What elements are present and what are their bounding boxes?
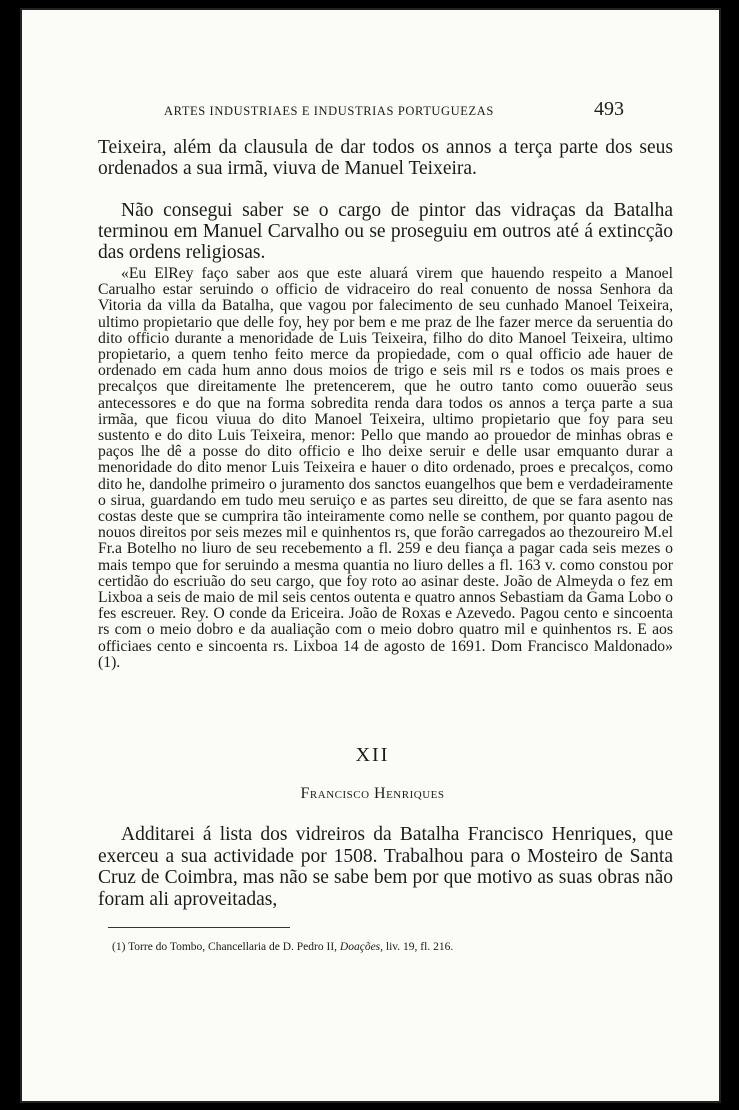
paragraph-2: Não consegui saber se o cargo de pintor das vidraças da Batalha terminou em Manuel Carvalho ou se proseguiu em outros até á extincção das ordens religiosas.	[98, 200, 673, 263]
footnote	[112, 941, 652, 953]
section-number: XII	[355, 744, 390, 766]
footnote-prefix: (1) Torre do Tombo, Chancellaria de D. Pedro II,	[112, 941, 338, 953]
footnote-italic: Doações,	[339, 941, 384, 953]
document-quote: «Eu ElRey faço saber aos que este aluará virem que hauendo respeito a Manoel Carualho estar seruindo o officio de vidraceiro do real conuento de nossa Senhora da Vitoria da villa da Batalha, que vagou por falecimento de seu cunhado Manoel Teixeira, ultimo propietario que delle foy, hey por bem e me praz de lhe fazer merce da seruentia do dito officio durante a menoridade de Luis Teixeira, filho do dito Manoel Teixeira, ultimo propietario, a quem tenho feito merce da propiedade, com o qual officio ade hauer de ordenado em cada hum anno dous moios de trigo e seis mil rs e todos os mais proes e precalços que direitamente lhe pretencerem, que he outro tanto como ouuerão seus antecessores e do que na forma sobredita renda dara todos os annos a terça parte a sua irmãa, que ficou viuua do dito Manoel Teixeira, ultimo propietario que foy para seu sustento e do dito Luis Teixeira, menor: Pello que mando ao prouedor de minhas obras e paços lhe dê a posse do dito officio e lho deixe seruir e delle usar emquanto durar a menoridade do dito menor Luis Teixeira e hauer o dito ordenado, proes e precalços, como dito he, dandolhe primeiro o juramento dos sanctos euangelhos que bem e verdadeiramente o sirua, guardando em tudo meu seruiço e as partes seu direitto, de que se fara asento nas costas deste que se cumprira tão inteiramente como nelle se conthem, por quanto pagou de nouos direitos por seis mezes mil e quinhentos rs, que forão carregados ao thezoureiro M.el Fr.a Botelho no liuro de seu recebemento a fl. 259 e deu fiança a pagar cada seis mezes o mais tempo que for seruindo a mesma quantia no liuro delles a fl. 163 v. como constou por certidão do escriuão do seu cargo, que foy roto ao asinar deste. João de Almeyda o fez em Lixboa a seis de maio de mil seis centos outenta e quatro annos Sebastiam da Gama Lobo o fes escreuer. Rey. O conde da Ericeira. João de Roxas e Azevedo. Pagou cento e sincoenta rs com o meio dobro e da aualiação com o meio dobro quatro mil e quinhentos rs. E aos officiaes cento e sincoenta rs. Lixboa 14 de agosto de 1691. Dom Francisco Maldonado» (1).	[98, 265, 673, 671]
paragraph-1: Teixeira, além da clausula de dar todos os annos a terça parte dos seus ordenados a sua irmã, viuva de Manuel Teixeira.	[98, 137, 673, 179]
page-number: 493	[594, 98, 624, 120]
running-title: ARTES INDUSTRIAES E INDUSTRIAS PORTUGUEZAS	[164, 104, 494, 118]
footnote-rule	[108, 927, 290, 928]
section-title: Francisco Henriques	[300, 785, 445, 802]
book-page	[20, 8, 721, 1103]
running-header	[164, 98, 624, 122]
footnote-suffix: liv. 19, fl. 216.	[385, 941, 454, 953]
paragraph-3: Additarei á lista dos vidreiros da Batalha Francisco Henriques, que exerceu a sua actividade por 1508. Trabalhou para o Mosteiro de Santa Cruz de Coimbra, mas não se sabe bem por que motivo as suas obras não foram ali aproveitadas,	[98, 824, 673, 910]
